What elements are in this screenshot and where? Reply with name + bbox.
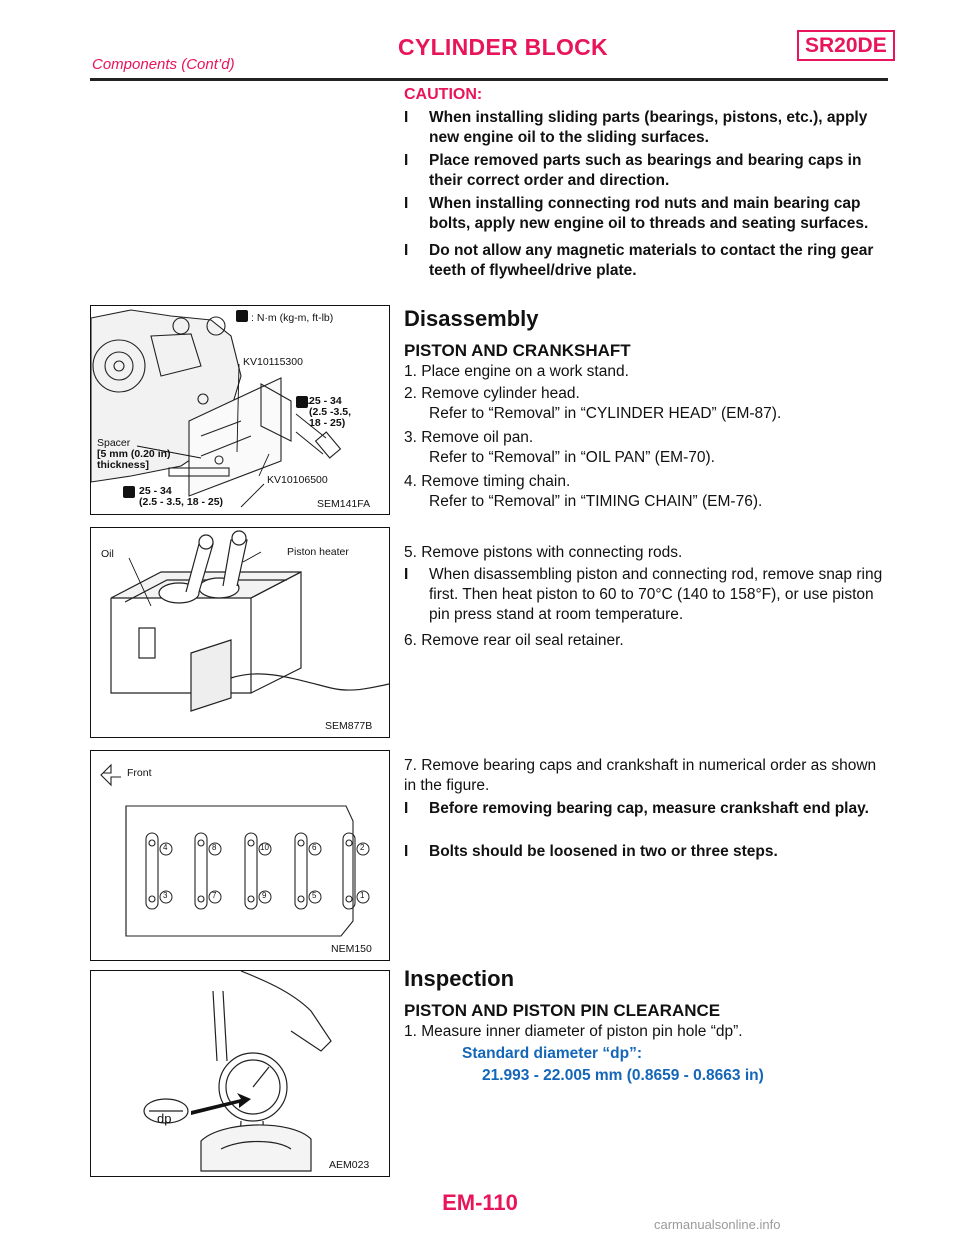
note-text: Before removing bearing cap, measure crankshaft end play. [429, 800, 869, 817]
caution-text: When installing connecting rod nuts and main bearing cap bolts, apply new engine oil to threads and seating surfaces. [429, 195, 869, 232]
caution-item [404, 241, 884, 281]
spacer-b: [5 mm (0.20 in) [97, 448, 171, 460]
step-text: 1. Measure inner diameter of piston pin hole “dp”. [404, 1023, 743, 1040]
watermark: carmanualsonline.info [654, 1217, 781, 1232]
step-reference: Refer to “Removal” in “TIMING CHAIN” (EM-76). [429, 493, 763, 510]
step-text: 7. Remove bearing caps and crankshaft in numerical order as shown in the figure. [404, 757, 877, 794]
standard-diameter-label: Standard diameter “dp”: [462, 1045, 642, 1062]
inspection-heading: Inspection [404, 966, 515, 991]
step-text: 5. Remove pistons with connecting rods. [404, 544, 683, 561]
step-reference: Refer to “Removal” in “OIL PAN” (EM-70). [429, 449, 715, 466]
section-subtitle: Components (Cont’d) [92, 56, 235, 73]
torque-2-a: 25 - 34 [139, 485, 172, 497]
step-5 [404, 543, 890, 563]
step-text: 1. Place engine on a work stand. [404, 363, 629, 380]
bearing-cap-illustration [91, 751, 389, 960]
caution-item [404, 194, 884, 234]
caution-title: CAUTION: [404, 86, 483, 103]
bullet-mark: I [404, 843, 409, 860]
torque-spec-2 [139, 486, 223, 508]
unit-legend: : N·m (kg-m, ft-lb) [251, 312, 334, 324]
header-rule [90, 78, 888, 81]
figure-id: SEM141FA [317, 498, 371, 510]
pin-hole-gauge-illustration [91, 971, 389, 1176]
figure-id: SEM877B [325, 720, 373, 732]
step-reference: Refer to “Removal” in “CYLINDER HEAD” (EM-87). [429, 405, 782, 422]
cap-number: 8 [212, 843, 217, 852]
cap-number: 10 [260, 843, 269, 852]
inspection-step-1 [404, 1022, 890, 1042]
standard-diameter-value: 21.993 - 22.005 mm (0.8659 - 0.8663 in) [482, 1067, 764, 1084]
oil-label: Oil [101, 548, 114, 560]
step-7-note [404, 842, 890, 862]
piston-heater-label: Piston heater [287, 546, 349, 558]
piston-heater-illustration [91, 528, 389, 737]
bullet-mark: I [404, 242, 409, 259]
cap-number: 4 [163, 843, 168, 852]
step-text: 3. Remove oil pan. [404, 429, 534, 446]
step-6 [404, 631, 890, 651]
disassembly-heading: Disassembly [404, 306, 539, 331]
cap-number: 1 [360, 891, 365, 900]
caution-text: Do not allow any magnetic materials to contact the ring gear teeth of flywheel/drive plate. [429, 242, 874, 279]
step-7-note [404, 799, 890, 819]
figure-bearing-cap-order [90, 750, 390, 961]
spacer-a: Spacer [97, 437, 131, 449]
dp-label: dp [157, 1111, 172, 1126]
caution-item [404, 108, 884, 148]
step-text: 6. Remove rear oil seal retainer. [404, 632, 624, 649]
bullet-mark: I [404, 566, 409, 583]
page-number: EM-110 [442, 1190, 518, 1215]
step-2 [404, 384, 890, 424]
cap-number: 3 [163, 891, 168, 900]
piston-crankshaft-subheading: PISTON AND CRANKSHAFT [404, 341, 631, 360]
torque-spec-1 [309, 396, 351, 429]
engine-code-badge: SR20DE [797, 30, 895, 61]
spacer-c: thickness] [97, 459, 149, 471]
cap-number: 6 [312, 843, 317, 852]
caution-text: Place removed parts such as bearings and bearing caps in their correct order and direction. [429, 152, 862, 189]
tool-kv10106500: KV10106500 [267, 474, 328, 486]
torque-1-c: 18 - 25) [309, 417, 346, 429]
caution-item [404, 151, 884, 191]
bullet-mark: I [404, 109, 409, 126]
figure-id: AEM023 [329, 1159, 370, 1171]
step-text: 2. Remove cylinder head. [404, 385, 580, 402]
step-3 [404, 428, 890, 468]
torque-1-b: (2.5 -3.5, [309, 406, 352, 418]
torque-1-a: 25 - 34 [309, 395, 342, 407]
torque-2-b: (2.5 - 3.5, 18 - 25) [139, 496, 224, 508]
cap-number: 7 [212, 891, 217, 900]
note-text: Bolts should be loosened in two or three steps. [429, 843, 778, 860]
note-text: When disassembling piston and connecting rod, remove snap ring first. Then heat piston to 60 to 70°C (140 to 158°F), or use piston pin press stand at room temperature. [429, 566, 883, 623]
bullet-mark: I [404, 800, 409, 817]
front-label: Front [127, 767, 152, 779]
cap-number: 2 [360, 843, 365, 852]
figure-id: NEM150 [331, 943, 372, 955]
step-5-note [404, 565, 890, 625]
section-title: CYLINDER BLOCK [398, 34, 608, 60]
figure-pin-hole-gauge [90, 970, 390, 1177]
step-4 [404, 472, 890, 512]
bullet-mark: I [404, 152, 409, 169]
cap-number: 9 [262, 891, 267, 900]
spacer-label [97, 438, 171, 471]
cap-number: 5 [312, 891, 317, 900]
tool-kv10115300: KV10115300 [243, 356, 303, 368]
step-7 [404, 756, 890, 796]
piston-pin-clearance-subheading: PISTON AND PISTON PIN CLEARANCE [404, 1001, 721, 1020]
step-text: 4. Remove timing chain. [404, 473, 571, 490]
figure-engine-stand [90, 305, 390, 515]
figure-piston-heater [90, 527, 390, 738]
caution-text: When installing sliding parts (bearings, pistons, etc.), apply new engine oil to the sliding surfaces. [429, 109, 868, 146]
bullet-mark: I [404, 195, 409, 212]
step-1 [404, 362, 890, 382]
